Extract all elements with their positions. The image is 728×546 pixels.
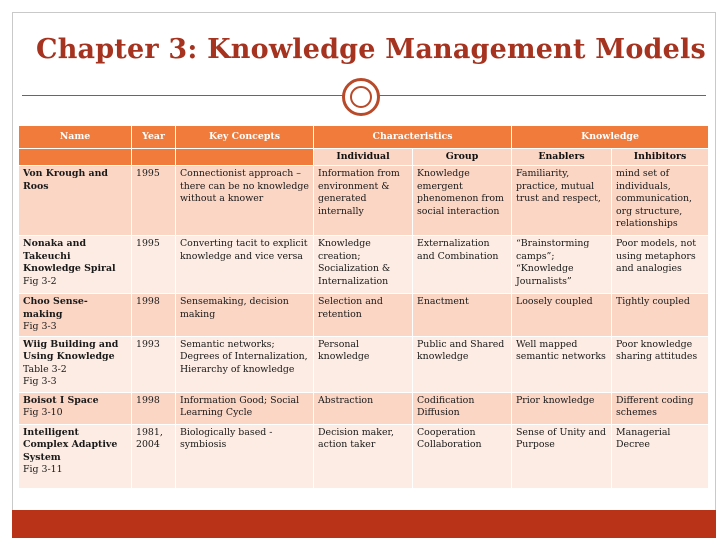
- header-individual: Individual: [314, 149, 413, 166]
- footer-bar: [12, 510, 716, 538]
- cell-inhibitors: Poor knowledge sharing attitudes: [612, 336, 709, 392]
- cell-enablers: Loosely coupled: [512, 294, 612, 337]
- cell-year: 1995: [132, 166, 176, 236]
- table-row: [19, 424, 709, 488]
- cell-group: Public and Shared knowledge: [413, 336, 512, 392]
- km-models-table: [18, 125, 709, 489]
- cell-group: Codification Diffusion: [413, 392, 512, 424]
- cell-individual: Abstraction: [314, 392, 413, 424]
- cell-group: Externalization and Combination: [413, 236, 512, 294]
- header-key-concepts: Key Concepts: [176, 126, 314, 149]
- cell-inhibitors: Different coding schemes: [612, 392, 709, 424]
- cell-inhibitors: Tightly coupled: [612, 294, 709, 337]
- cell-individual: Decision maker, action taker: [314, 424, 413, 488]
- cell-key-concepts: Sensemaking, decision making: [176, 294, 314, 337]
- cell-key-concepts: Biologically based - symbiosis: [176, 424, 314, 488]
- table-row: [19, 392, 709, 424]
- cell-enablers: Sense of Unity and Purpose: [512, 424, 612, 488]
- header-enablers: Enablers: [512, 149, 612, 166]
- cell-key-concepts: Converting tacit to explicit knowledge and vice versa: [176, 236, 314, 294]
- cell-key-concepts: Connectionist approach – there can be no knowledge without a knower: [176, 166, 314, 236]
- cell-name: Intelligent Complex Adaptive System Fig 3-11: [19, 424, 132, 488]
- table-row: [19, 166, 709, 236]
- header-year: Year: [132, 126, 176, 149]
- cell-key-concepts: Information Good; Social Learning Cycle: [176, 392, 314, 424]
- cell-group: Enactment: [413, 294, 512, 337]
- header-characteristics: Characteristics: [314, 126, 512, 149]
- header-name-spacer: [19, 149, 132, 166]
- cell-year: 1993: [132, 336, 176, 392]
- cell-year: 1995: [132, 236, 176, 294]
- header-name: Name: [19, 126, 132, 149]
- cell-group: Cooperation Collaboration: [413, 424, 512, 488]
- cell-enablers: Prior knowledge: [512, 392, 612, 424]
- cell-enablers: “Brainstorming camps”; “Knowledge Journalists”: [512, 236, 612, 294]
- cell-individual: Personal knowledge: [314, 336, 413, 392]
- cell-key-concepts: Semantic networks; Degrees of Internalization, Hierarchy of knowledge: [176, 336, 314, 392]
- cell-name: Boisot I Space Fig 3-10: [19, 392, 132, 424]
- cell-year: 1998: [132, 294, 176, 337]
- cell-name: Von Krough and Roos: [19, 166, 132, 236]
- cell-name: Choo Sense-making Fig 3-3: [19, 294, 132, 337]
- cell-inhibitors: Poor models, not using metaphors and analogies: [612, 236, 709, 294]
- slide-title: Chapter 3: Knowledge Management Models: [36, 34, 706, 65]
- header-year-spacer: [132, 149, 176, 166]
- cell-year: 1981, 2004: [132, 424, 176, 488]
- cell-individual: Selection and retention: [314, 294, 413, 337]
- table-row: [19, 336, 709, 392]
- cell-year: 1998: [132, 392, 176, 424]
- table-row: [19, 236, 709, 294]
- header-group: Group: [413, 149, 512, 166]
- cell-enablers: Well mapped semantic networks: [512, 336, 612, 392]
- cell-name: Wiig Building and Using Knowledge Table 3-2 Fig 3-3: [19, 336, 132, 392]
- table-row: [19, 294, 709, 337]
- cell-enablers: Familiarity, practice, mutual trust and respect,: [512, 166, 612, 236]
- cell-individual: Information from environment & generated internally: [314, 166, 413, 236]
- header-knowledge: Knowledge: [512, 126, 709, 149]
- circle-ornament-icon: [342, 78, 380, 116]
- cell-individual: Knowledge creation; Socialization & Internalization: [314, 236, 413, 294]
- header-key-concepts-spacer: [176, 149, 314, 166]
- header-inhibitors: Inhibitors: [612, 149, 709, 166]
- cell-inhibitors: Managerial Decree: [612, 424, 709, 488]
- cell-inhibitors: mind set of individuals, communication, org structure, relationships: [612, 166, 709, 236]
- cell-name: Nonaka and Takeuchi Knowledge Spiral Fig 3-2: [19, 236, 132, 294]
- cell-group: Knowledge emergent phenomenon from social interaction: [413, 166, 512, 236]
